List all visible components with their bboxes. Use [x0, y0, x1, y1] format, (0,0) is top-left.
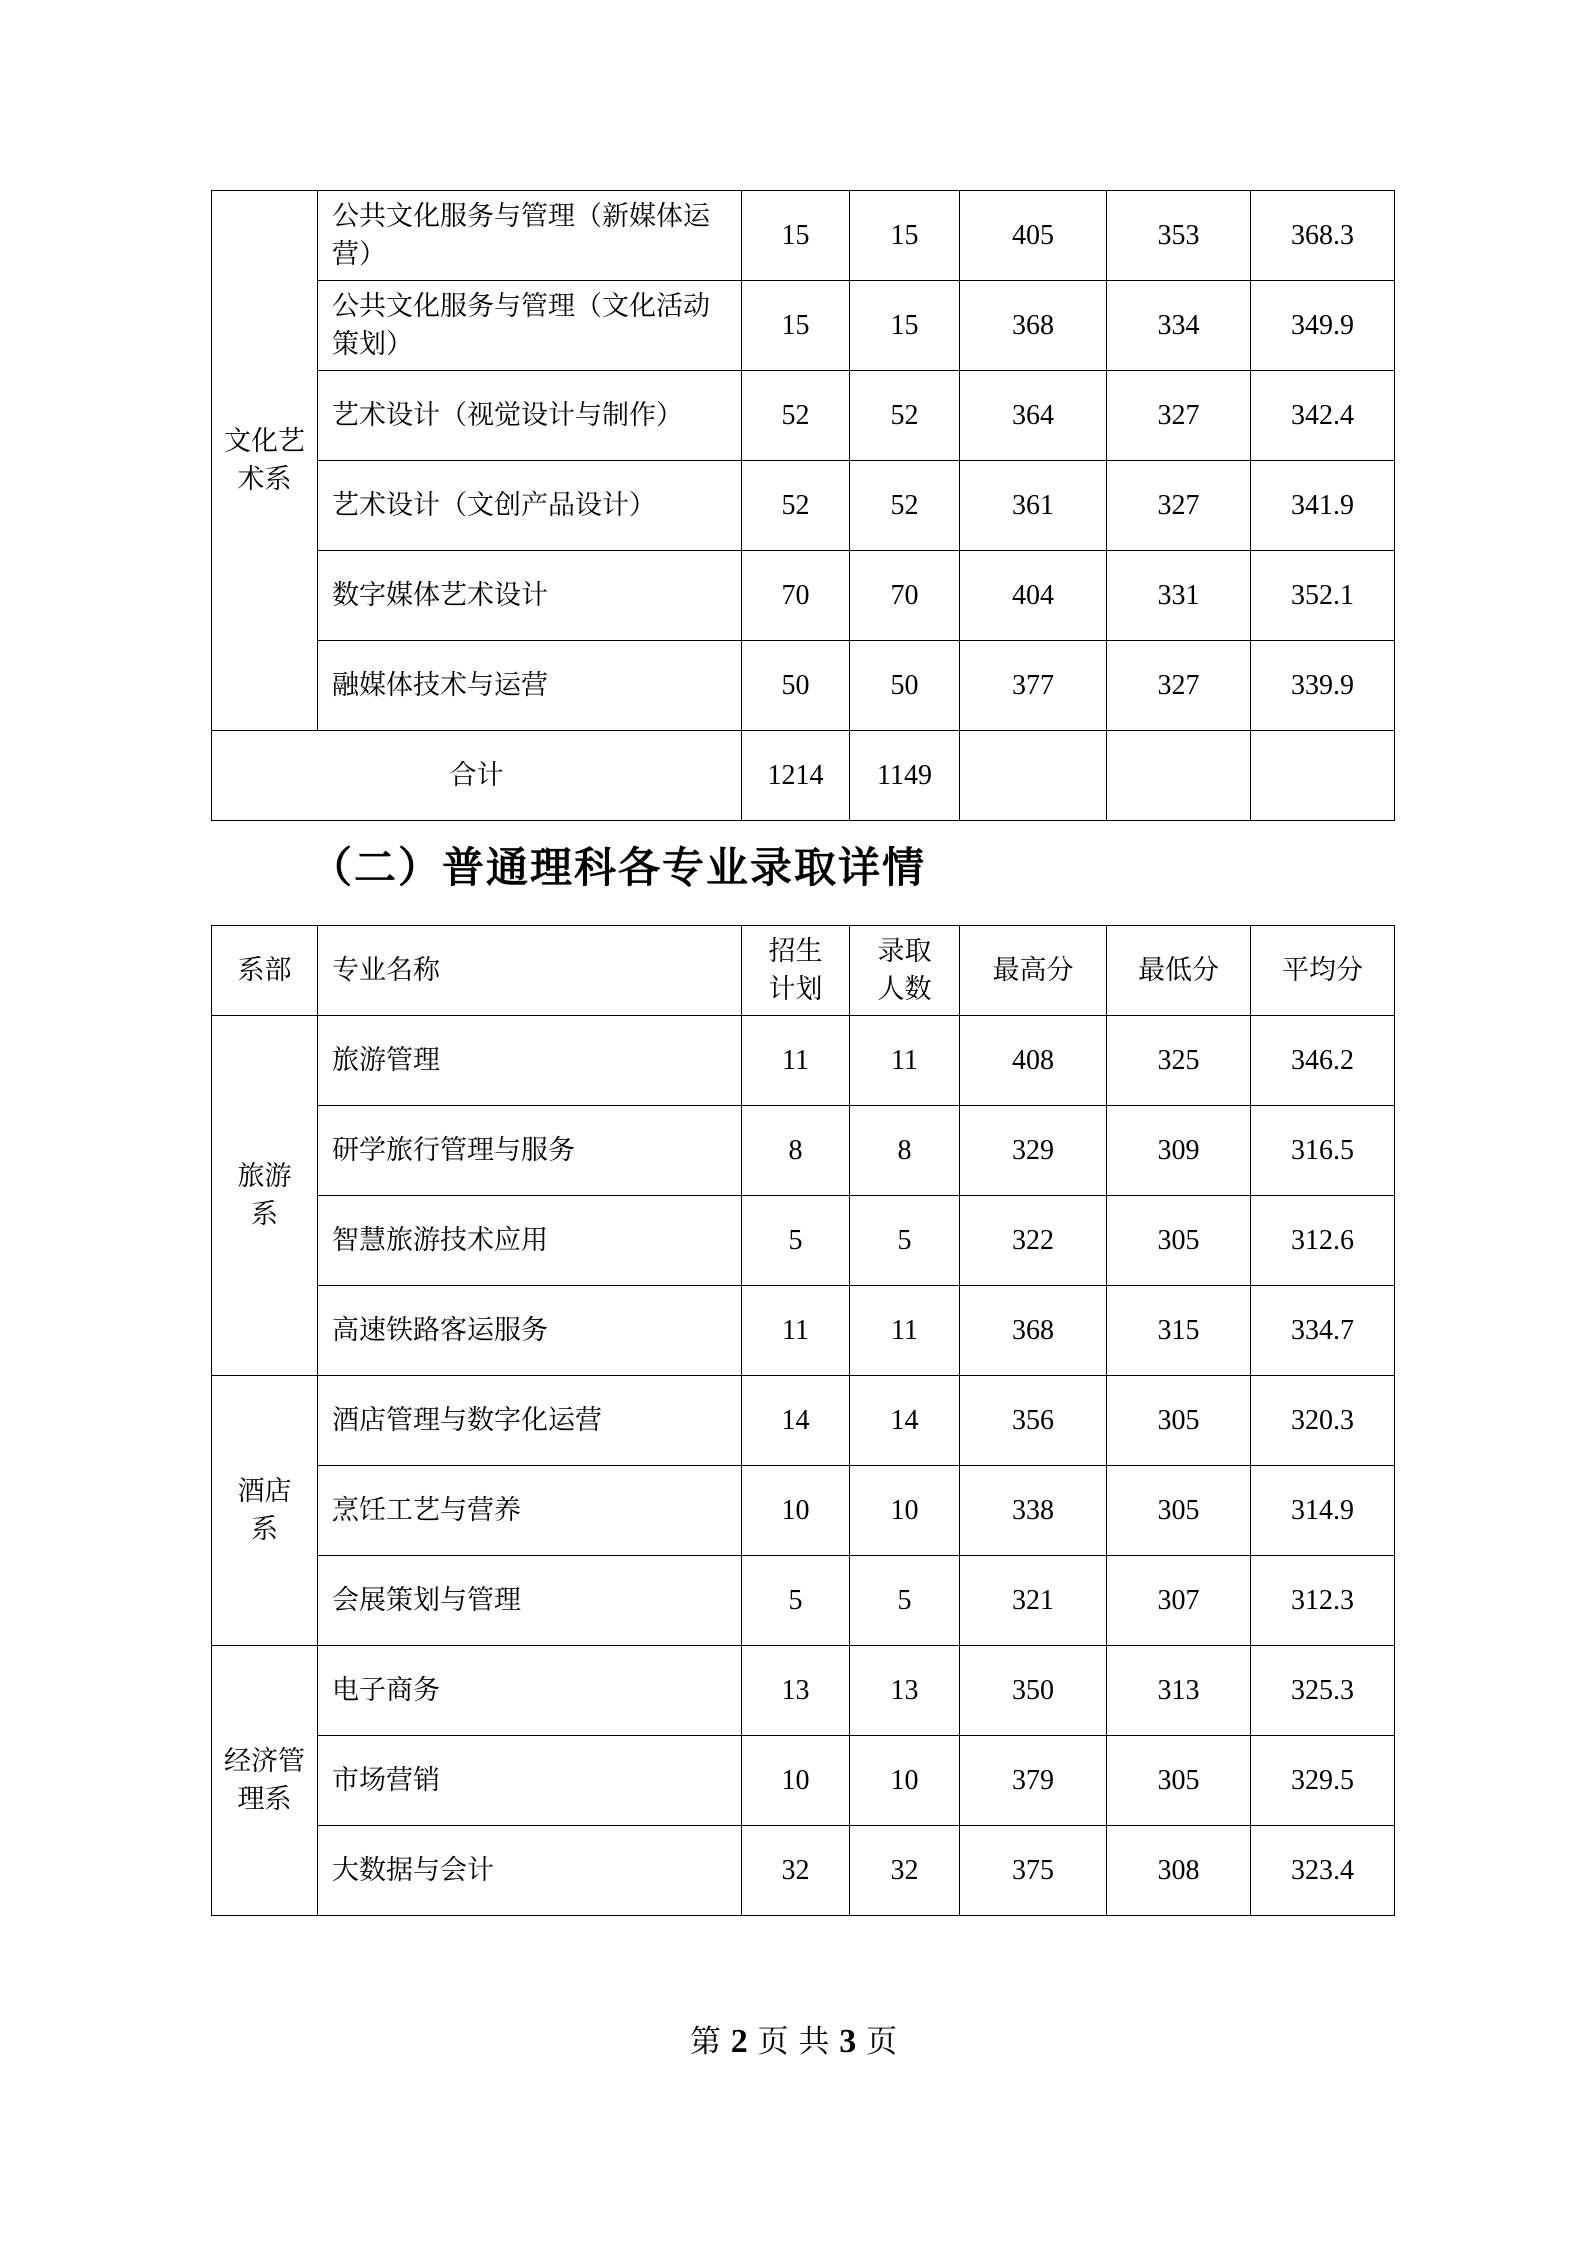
- empty-cell: [960, 731, 1107, 821]
- total-admitted-cell: 1149: [850, 731, 960, 821]
- min-score-cell: 327: [1107, 641, 1251, 731]
- plan-cell: 11: [742, 1016, 850, 1106]
- plan-cell: 32: [742, 1826, 850, 1916]
- avg-score-cell: 312.6: [1251, 1196, 1395, 1286]
- avg-score-cell: 314.9: [1251, 1466, 1395, 1556]
- max-score-cell: 404: [960, 551, 1107, 641]
- major-cell: 智慧旅游技术应用: [318, 1196, 742, 1286]
- table-row: [212, 1826, 1395, 1916]
- min-score-cell: 315: [1107, 1286, 1251, 1376]
- section-heading: （二）普通理科各专业录取详情: [310, 843, 927, 892]
- plan-cell: 70: [742, 551, 850, 641]
- min-score-cell: 353: [1107, 191, 1251, 281]
- major-cell: 旅游管理: [318, 1016, 742, 1106]
- max-score-cell: 377: [960, 641, 1107, 731]
- table-row: [212, 191, 1395, 281]
- table-row: [212, 1286, 1395, 1376]
- major-cell: 酒店管理与数字化运营: [318, 1376, 742, 1466]
- empty-cell: [1107, 731, 1251, 821]
- admission-table-continued: [211, 190, 1395, 821]
- plan-cell: 11: [742, 1286, 850, 1376]
- admitted-cell: 15: [850, 191, 960, 281]
- major-cell: 研学旅行管理与服务: [318, 1106, 742, 1196]
- max-score-cell: 338: [960, 1466, 1107, 1556]
- plan-cell: 15: [742, 191, 850, 281]
- min-score-cell: 308: [1107, 1826, 1251, 1916]
- admitted-cell: 5: [850, 1556, 960, 1646]
- admitted-cell: 52: [850, 371, 960, 461]
- plan-cell: 5: [742, 1196, 850, 1286]
- max-score-cell: 379: [960, 1736, 1107, 1826]
- header-min: 最低分: [1107, 926, 1251, 1016]
- admitted-cell: 14: [850, 1376, 960, 1466]
- min-score-cell: 305: [1107, 1196, 1251, 1286]
- avg-score-cell: 352.1: [1251, 551, 1395, 641]
- plan-cell: 5: [742, 1556, 850, 1646]
- avg-score-cell: 341.9: [1251, 461, 1395, 551]
- avg-score-cell: 329.5: [1251, 1736, 1395, 1826]
- avg-score-cell: 323.4: [1251, 1826, 1395, 1916]
- table-row: [212, 1466, 1395, 1556]
- admitted-cell: 50: [850, 641, 960, 731]
- min-score-cell: 305: [1107, 1466, 1251, 1556]
- avg-score-cell: 316.5: [1251, 1106, 1395, 1196]
- min-score-cell: 325: [1107, 1016, 1251, 1106]
- admitted-cell: 11: [850, 1016, 960, 1106]
- page-footer: [0, 2016, 1587, 2061]
- admitted-cell: 10: [850, 1736, 960, 1826]
- major-cell: 数字媒体艺术设计: [318, 551, 742, 641]
- admitted-cell: 70: [850, 551, 960, 641]
- total-row: [212, 731, 1395, 821]
- dept-cell: 旅游系: [212, 1016, 318, 1376]
- admitted-cell: 11: [850, 1286, 960, 1376]
- max-score-cell: 350: [960, 1646, 1107, 1736]
- plan-cell: 52: [742, 461, 850, 551]
- current-page-number: 2: [730, 2023, 748, 2060]
- table-row: [212, 641, 1395, 731]
- min-score-cell: 313: [1107, 1646, 1251, 1736]
- major-cell: 公共文化服务与管理（新媒体运营）: [318, 191, 742, 281]
- max-score-cell: 368: [960, 1286, 1107, 1376]
- min-score-cell: 331: [1107, 551, 1251, 641]
- max-score-cell: 329: [960, 1106, 1107, 1196]
- table-row: [212, 1736, 1395, 1826]
- min-score-cell: 305: [1107, 1376, 1251, 1466]
- table-row: [212, 1196, 1395, 1286]
- admitted-cell: 5: [850, 1196, 960, 1286]
- avg-score-cell: 342.4: [1251, 371, 1395, 461]
- major-cell: 市场营销: [318, 1736, 742, 1826]
- min-score-cell: 309: [1107, 1106, 1251, 1196]
- plan-cell: 15: [742, 281, 850, 371]
- plan-cell: 10: [742, 1736, 850, 1826]
- plan-cell: 13: [742, 1646, 850, 1736]
- table-row: [212, 1016, 1395, 1106]
- major-cell: 公共文化服务与管理（文化活动策划）: [318, 281, 742, 371]
- major-cell: 融媒体技术与运营: [318, 641, 742, 731]
- max-score-cell: 368: [960, 281, 1107, 371]
- admitted-cell: 15: [850, 281, 960, 371]
- total-label: 合计: [212, 731, 742, 821]
- major-cell: 高速铁路客运服务: [318, 1286, 742, 1376]
- major-cell: 大数据与会计: [318, 1826, 742, 1916]
- admitted-cell: 13: [850, 1646, 960, 1736]
- table-row: [212, 551, 1395, 641]
- admitted-cell: 52: [850, 461, 960, 551]
- max-score-cell: 408: [960, 1016, 1107, 1106]
- major-cell: 电子商务: [318, 1646, 742, 1736]
- table-row: [212, 1556, 1395, 1646]
- total-page-number: 3: [839, 2023, 857, 2060]
- plan-cell: 50: [742, 641, 850, 731]
- table-row: [212, 461, 1395, 551]
- max-score-cell: 322: [960, 1196, 1107, 1286]
- footer-mid: 页 共: [757, 2024, 830, 2060]
- max-score-cell: 361: [960, 461, 1107, 551]
- header-major: 专业名称: [318, 926, 742, 1016]
- header-row: [212, 926, 1395, 1016]
- min-score-cell: 307: [1107, 1556, 1251, 1646]
- major-cell: 烹饪工艺与营养: [318, 1466, 742, 1556]
- header-admitted: 录取人数: [850, 926, 960, 1016]
- max-score-cell: 405: [960, 191, 1107, 281]
- footer-post: 页: [866, 2024, 898, 2060]
- header-max: 最高分: [960, 926, 1107, 1016]
- table-row: [212, 1106, 1395, 1196]
- header-avg: 平均分: [1251, 926, 1395, 1016]
- avg-score-cell: 325.3: [1251, 1646, 1395, 1736]
- total-plan-cell: 1214: [742, 731, 850, 821]
- major-cell: 艺术设计（文创产品设计）: [318, 461, 742, 551]
- avg-score-cell: 334.7: [1251, 1286, 1395, 1376]
- avg-score-cell: 368.3: [1251, 191, 1395, 281]
- avg-score-cell: 349.9: [1251, 281, 1395, 371]
- plan-cell: 14: [742, 1376, 850, 1466]
- table-row: [212, 371, 1395, 461]
- admitted-cell: 32: [850, 1826, 960, 1916]
- avg-score-cell: 346.2: [1251, 1016, 1395, 1106]
- max-score-cell: 364: [960, 371, 1107, 461]
- header-dept: 系部: [212, 926, 318, 1016]
- major-cell: 会展策划与管理: [318, 1556, 742, 1646]
- table-row: [212, 1376, 1395, 1466]
- major-cell: 艺术设计（视觉设计与制作）: [318, 371, 742, 461]
- plan-cell: 10: [742, 1466, 850, 1556]
- avg-score-cell: 320.3: [1251, 1376, 1395, 1466]
- max-score-cell: 375: [960, 1826, 1107, 1916]
- avg-score-cell: 312.3: [1251, 1556, 1395, 1646]
- admitted-cell: 8: [850, 1106, 960, 1196]
- science-admission-table: [211, 925, 1395, 1916]
- dept-cell: 文化艺术系: [212, 191, 318, 731]
- empty-cell: [1251, 731, 1395, 821]
- plan-cell: 8: [742, 1106, 850, 1196]
- footer-pre: 第: [689, 2024, 721, 2060]
- header-plan: 招生计划: [742, 926, 850, 1016]
- max-score-cell: 321: [960, 1556, 1107, 1646]
- dept-cell: 酒店系: [212, 1376, 318, 1646]
- min-score-cell: 334: [1107, 281, 1251, 371]
- table-row: [212, 1646, 1395, 1736]
- dept-cell: 经济管理系: [212, 1646, 318, 1916]
- min-score-cell: 327: [1107, 461, 1251, 551]
- min-score-cell: 327: [1107, 371, 1251, 461]
- max-score-cell: 356: [960, 1376, 1107, 1466]
- table-row: [212, 281, 1395, 371]
- min-score-cell: 305: [1107, 1736, 1251, 1826]
- plan-cell: 52: [742, 371, 850, 461]
- admitted-cell: 10: [850, 1466, 960, 1556]
- avg-score-cell: 339.9: [1251, 641, 1395, 731]
